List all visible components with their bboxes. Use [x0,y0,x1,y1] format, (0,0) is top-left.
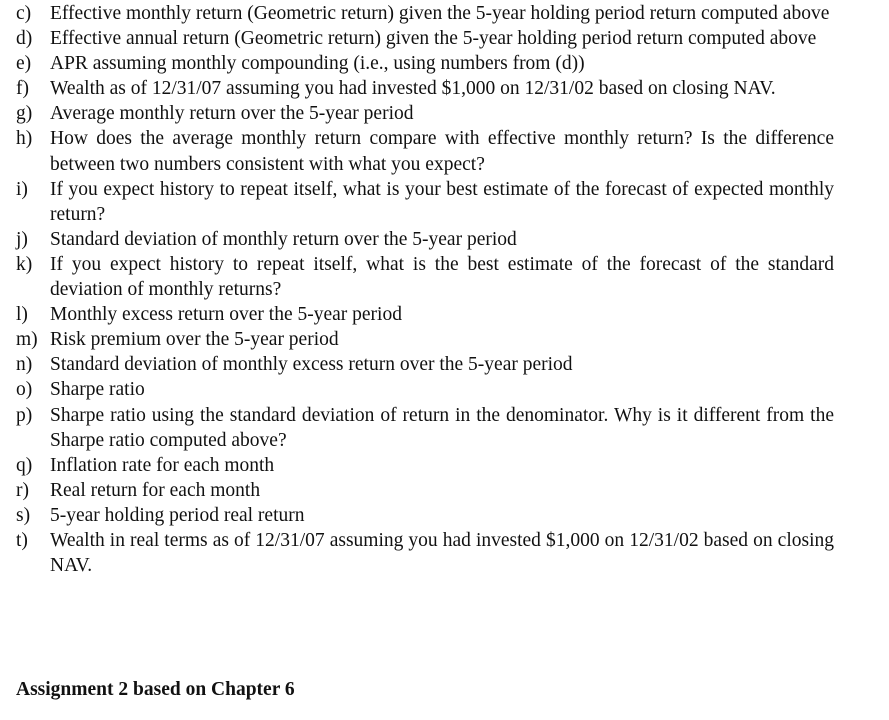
item-marker: f) [16,78,29,100]
item-marker: g) [16,103,33,125]
list-item-j [16,227,834,252]
item-text: APR assuming monthly compounding (i.e., using numbers from (d)) [50,53,585,75]
list-item-o [16,377,834,402]
item-text: Inflation rate for each month [50,454,275,476]
item-marker: d) [16,28,33,50]
item-text: Risk premium over the 5-year period [50,329,339,351]
list-item-c [16,1,834,26]
list-item-t [16,528,834,578]
item-marker: o) [16,379,33,401]
list-item-d [16,26,834,51]
item-text: 5-year holding period real return [50,504,305,526]
list-item-n [16,352,834,377]
list-item-p [16,403,834,453]
list-item-r [16,478,834,503]
item-text: If you expect history to repeat itself, what is the best estimate of the forecast of the standard deviation of monthly returns? [50,253,834,301]
item-marker: h) [16,128,33,150]
list-item-q [16,453,834,478]
item-text: If you expect history to repeat itself, what is your best estimate of the forecast of expected monthly return? [50,178,834,225]
list-item-k [16,252,834,302]
item-marker: t) [16,529,28,551]
item-marker: e) [16,53,32,75]
list-item-f [16,76,834,101]
item-marker: l) [16,304,28,326]
list-item-g [16,101,834,126]
item-marker: j) [16,228,28,250]
item-text: Sharpe ratio using the standard deviation of return in the denominator. Why is it different from the Sharpe ratio computed above? [50,404,834,451]
item-text: Effective monthly return (Geometric return) given the 5-year holding period return computed above [50,3,830,24]
list-item-s [16,503,834,528]
item-text: Real return for each month [50,479,261,501]
item-marker: q) [16,454,33,476]
item-marker: m) [16,329,38,351]
item-text: Sharpe ratio [50,379,145,401]
item-text: Effective annual return (Geometric return) given the 5-year holding period return computed above [50,28,817,50]
item-marker: i) [16,178,28,200]
item-marker: k) [16,253,33,275]
list-item-m [16,327,834,352]
section-heading: Assignment 2 based on Chapter 6 [16,679,295,700]
list-item-h [16,126,834,176]
item-marker: p) [16,404,33,426]
item-marker: r) [16,479,29,501]
item-text: How does the average monthly return compare with effective monthly return? Is the difference between two numbers consistent with what you expect? [50,128,834,175]
list-item-i [16,177,834,227]
item-marker: n) [16,354,33,376]
item-text: Monthly excess return over the 5-year period [50,304,402,326]
list-item-e [16,51,834,76]
item-marker: s) [16,504,31,526]
list-item-l [16,302,834,327]
item-text: Average monthly return over the 5-year period [50,103,414,125]
question-list [16,1,834,578]
item-text: Wealth in real terms as of 12/31/07 assuming you had invested $1,000 on 12/31/02 based on closing NAV. [50,529,834,577]
item-text: Wealth as of 12/31/07 assuming you had invested $1,000 on 12/31/02 based on closing NAV. [50,78,776,100]
item-marker: c) [16,3,32,24]
item-text: Standard deviation of monthly excess return over the 5-year period [50,354,573,376]
item-text: Standard deviation of monthly return over the 5-year period [50,228,517,250]
